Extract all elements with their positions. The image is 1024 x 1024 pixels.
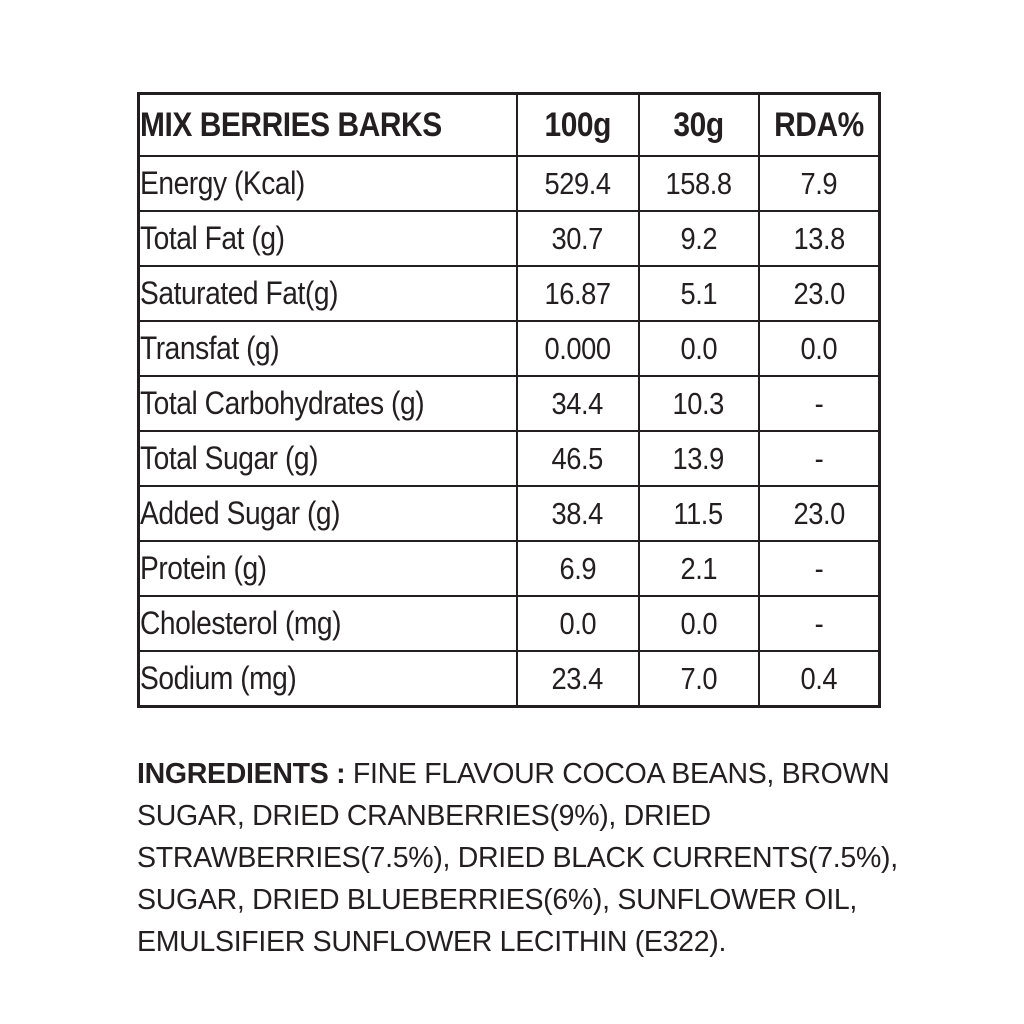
value-100g: 23.4 [517,651,639,707]
value-30g: 0.0 [639,321,759,376]
value-100g: 34.4 [517,376,639,431]
value-30g: 13.9 [639,431,759,486]
table-row-energy [139,156,880,211]
ingredients-heading: INGREDIENTS : [137,757,346,790]
nutrient-label: Transfat (g) [139,321,517,376]
nutrient-label: Total Sugar (g) [139,431,517,486]
nutrient-label: Total Fat (g) [139,211,517,266]
table-header-row [139,94,880,157]
col-header-30g: 30g [639,94,759,157]
value-100g: 46.5 [517,431,639,486]
value-rda: 7.9 [759,156,880,211]
value-30g: 2.1 [639,541,759,596]
value-100g: 30.7 [517,211,639,266]
ingredients-paragraph [137,753,921,963]
nutrient-label: Cholesterol (mg) [139,596,517,651]
nutrient-label: Total Carbohydrates (g) [139,376,517,431]
table-title-text: MIX BERRIES BARKS [140,105,442,144]
value-rda: - [759,376,880,431]
nutrient-label: Saturated Fat(g) [139,266,517,321]
value-30g: 0.0 [639,596,759,651]
value-100g: 6.9 [517,541,639,596]
value-rda: - [759,541,880,596]
value-100g: 16.87 [517,266,639,321]
value-100g: 0.000 [517,321,639,376]
table-row-added-sugar [139,486,880,541]
value-30g: 158.8 [639,156,759,211]
table-row-total-carbohydrates [139,376,880,431]
col-header-rda: RDA% [759,94,880,157]
col-header-100g: 100g [517,94,639,157]
value-30g: 11.5 [639,486,759,541]
value-rda: 0.0 [759,321,880,376]
nutrient-label: Energy (Kcal) [139,156,517,211]
value-100g: 0.0 [517,596,639,651]
value-rda: - [759,431,880,486]
table-title [139,94,517,157]
table-row-transfat [139,321,880,376]
value-rda: - [759,596,880,651]
nutrient-label: Sodium (mg) [139,651,517,707]
table-row-saturated-fat [139,266,880,321]
value-rda: 13.8 [759,211,880,266]
value-30g: 7.0 [639,651,759,707]
table-row-cholesterol [139,596,880,651]
value-100g: 529.4 [517,156,639,211]
value-30g: 9.2 [639,211,759,266]
value-100g: 38.4 [517,486,639,541]
value-rda: 23.0 [759,266,880,321]
value-30g: 5.1 [639,266,759,321]
table-row-total-fat [139,211,880,266]
nutrient-label: Protein (g) [139,541,517,596]
ingredients-text: FINE FLAVOUR COCOA BEANS, BROWN SUGAR, DRIED CRANBERRIES(9%), DRIED STRAWBERRIES(7.5%), DRIED BLACK CURRENTS(7.5%), SUGAR, DRIED BLUEBERRIES(6%), SUNFLOWER OIL, EMULSIFIER SUNFLOWER LECITHIN (E322). [137,757,898,958]
table-row-total-sugar [139,431,880,486]
nutrition-table [137,92,881,708]
value-rda: 23.0 [759,486,880,541]
value-rda: 0.4 [759,651,880,707]
table-row-sodium [139,651,880,707]
table-row-protein [139,541,880,596]
value-30g: 10.3 [639,376,759,431]
nutrient-label: Added Sugar (g) [139,486,517,541]
